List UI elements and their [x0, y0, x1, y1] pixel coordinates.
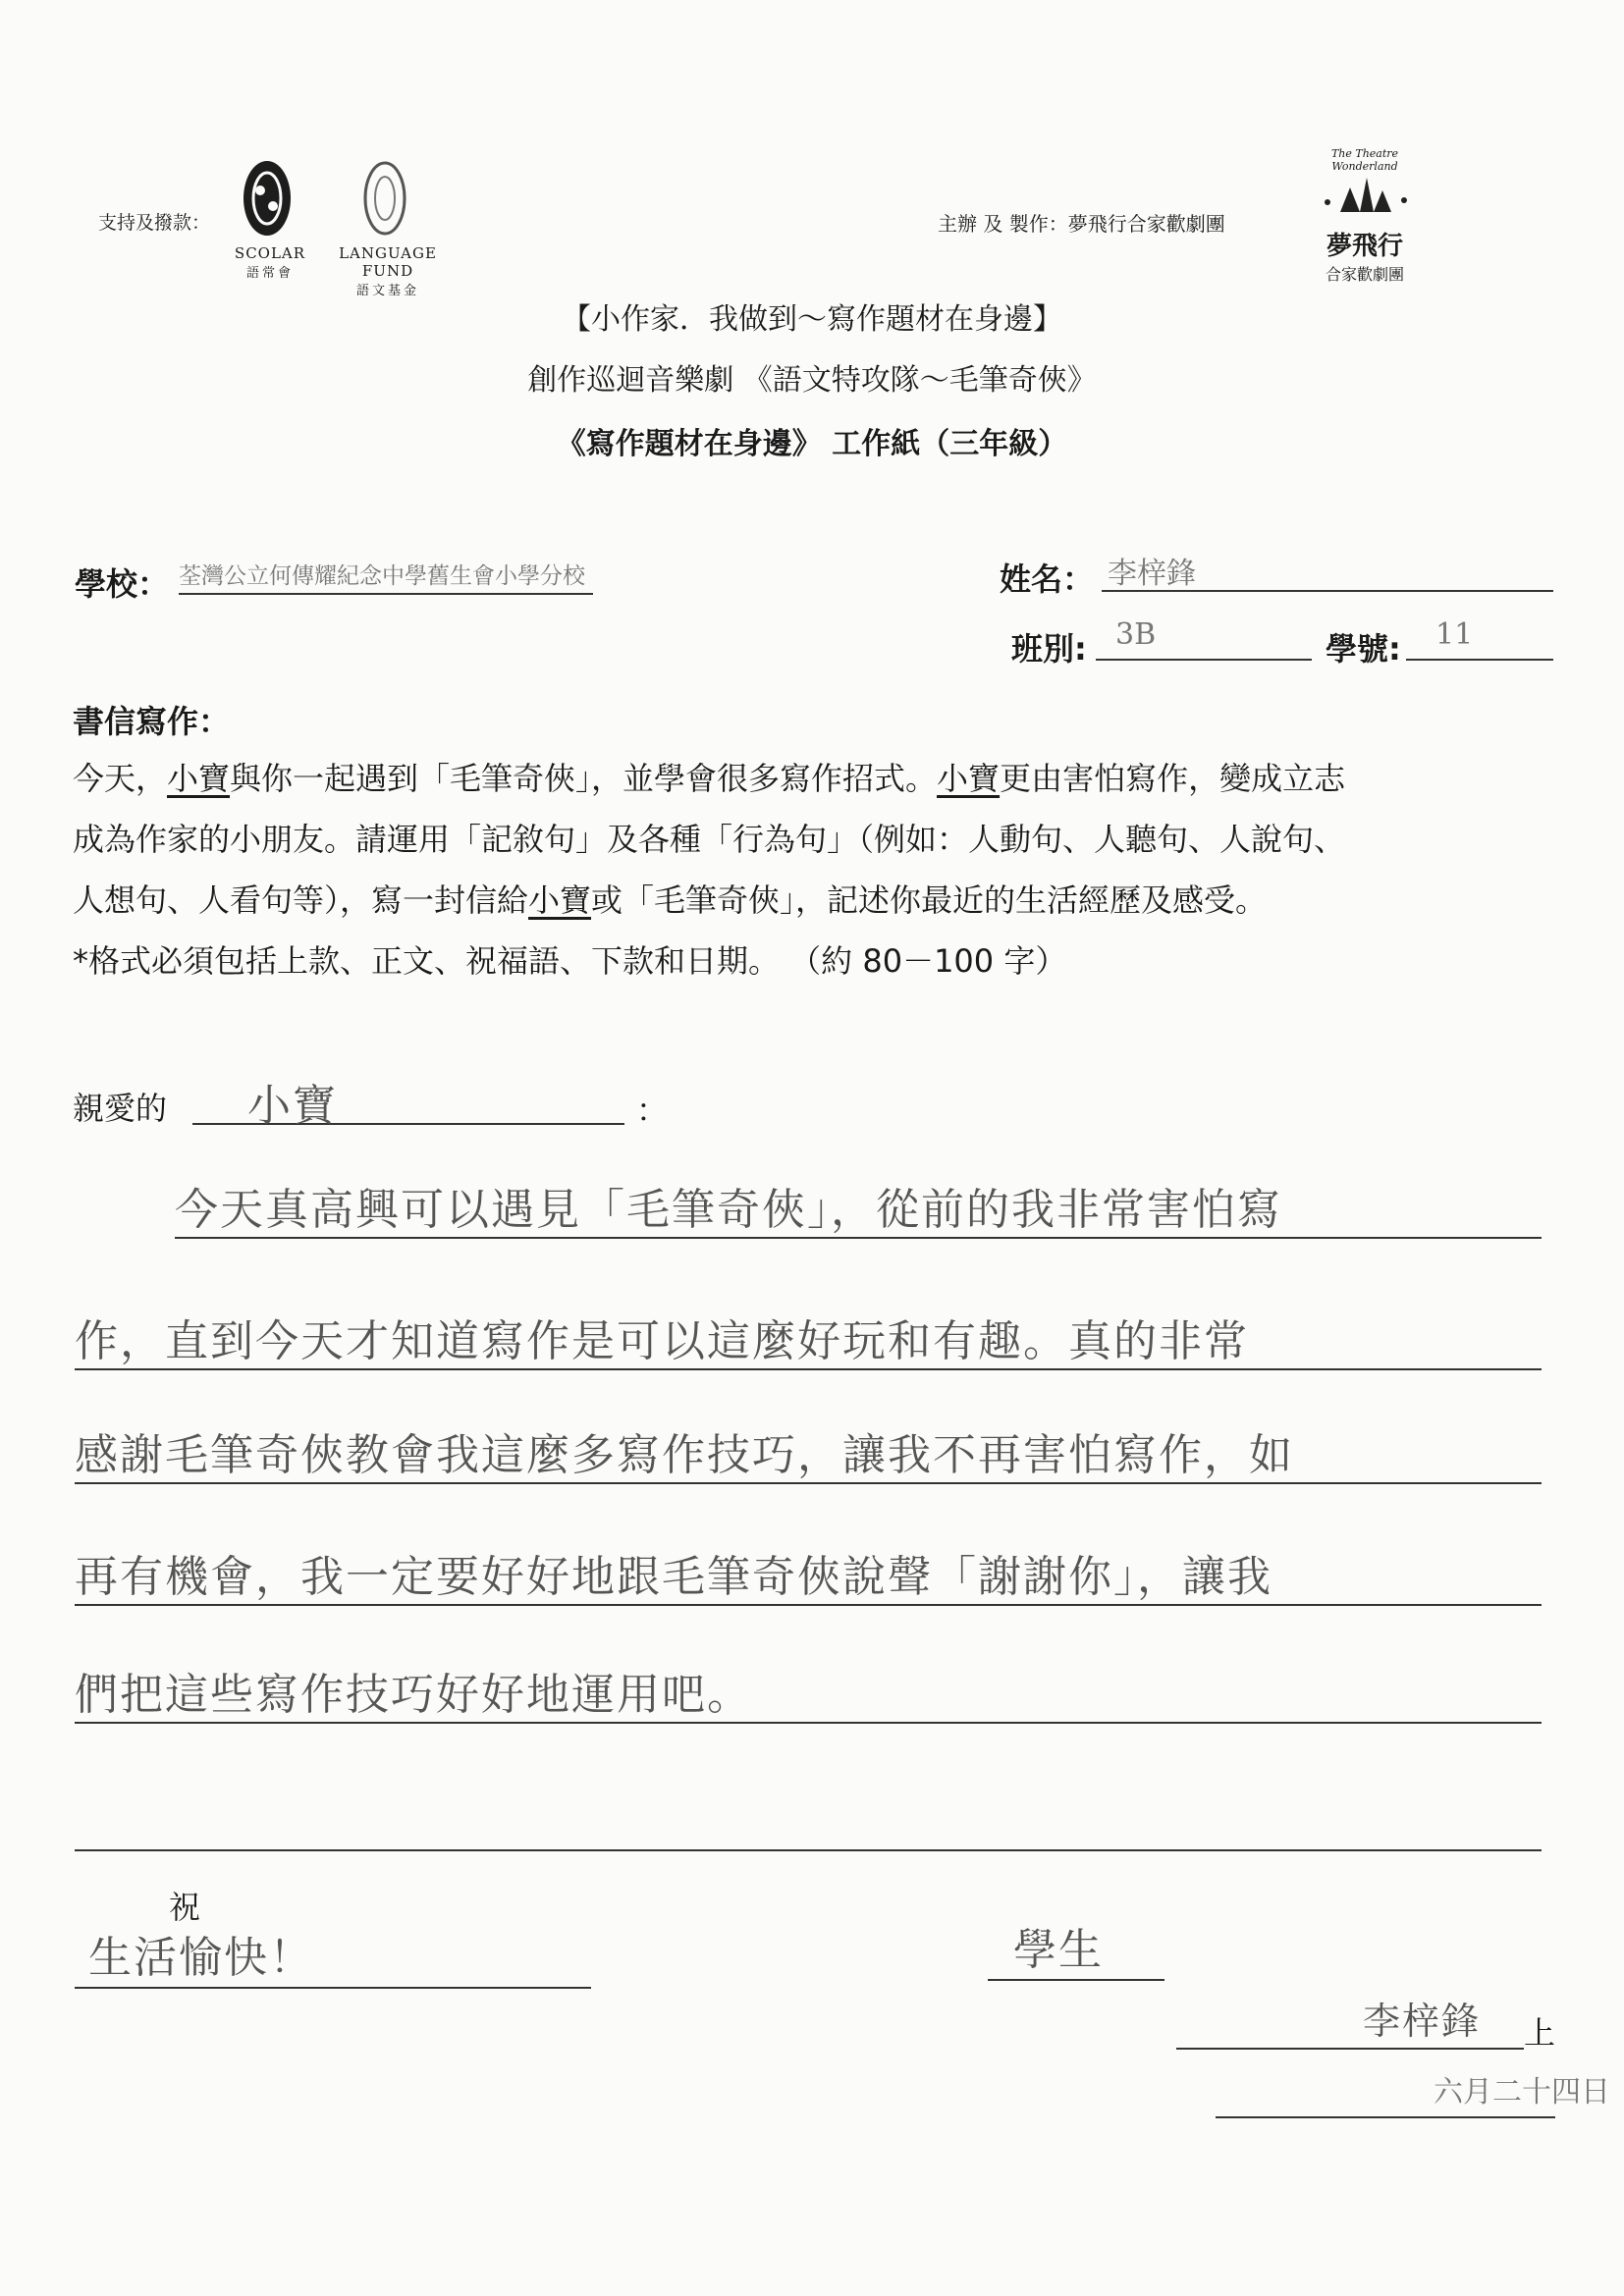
language-fund-seal-icon: [324, 157, 461, 240]
title-line-2: 創作巡迴音樂劇 《語文特攻隊～毛筆奇俠》: [527, 363, 1097, 398]
signer-value: 李梓鋒: [1363, 2000, 1482, 2043]
language-fund-en: LANGUAGE FUND: [339, 244, 437, 280]
number-value: 11: [1435, 617, 1474, 652]
letter-line-5[interactable]: [75, 1659, 1542, 1724]
letter-line-5-text: 們把這些寫作技巧好好地運用吧。: [75, 1670, 752, 1720]
letter-line-2-text: 作，直到今天才知道寫作是可以這麼好玩和有趣。真的非常: [75, 1316, 1249, 1366]
organizer-credit: 主辦 及 製作：夢飛行合家歡劇團: [938, 212, 1225, 236]
instructions-line-4: *格式必須包括上款、正文、祝福語、下款和日期。 （約 80－100 字）: [73, 942, 1067, 980]
letter-line-6[interactable]: [75, 1787, 1542, 1851]
letter-line-3[interactable]: [75, 1419, 1542, 1484]
instructions-line-2: 成為作家的小朋友。請運用「記敘句」及各種「行為句」（例如：人動句、人聽句、人說句、: [73, 821, 1346, 858]
name-label: 姓名：: [1000, 561, 1095, 598]
troupe-en: The Theatre Wonderland: [1330, 147, 1399, 173]
language-fund-logo: [324, 157, 461, 298]
class-field[interactable]: [1096, 614, 1312, 661]
salutation-label: 親愛的: [73, 1090, 168, 1127]
salutation-field[interactable]: [192, 1070, 624, 1131]
letter-writing-heading: 書信寫作：: [73, 703, 231, 740]
number-label: 學號:: [1326, 630, 1401, 667]
blessing-value: 生活愉快！: [88, 1933, 314, 1983]
name-field[interactable]: [1102, 545, 1553, 592]
date-value: 六月二十四日: [1434, 2075, 1610, 2109]
troupe-logo: [1306, 147, 1424, 284]
signer-field[interactable]: [1176, 1991, 1524, 2050]
troupe-zh-2: 合家歡劇團: [1325, 265, 1404, 284]
castle-icon: [1306, 173, 1424, 222]
school-field[interactable]: [179, 550, 593, 595]
signer-suffix: 上: [1524, 2014, 1556, 2052]
letter-line-1-text: 今天真高興可以遇見「毛筆奇俠」，從前的我非常害怕寫: [175, 1185, 1282, 1235]
salutation-colon: ：: [636, 1092, 669, 1129]
class-label: 班別:: [1011, 630, 1087, 667]
instructions-line-1: 今天，小寶與你一起遇到「毛筆奇俠」，並學會很多寫作招式。小寶更由害怕寫作，變成立志: [73, 760, 1346, 797]
letter-line-2[interactable]: [75, 1306, 1542, 1370]
instructions-paragraph: [73, 748, 1565, 991]
letter-line-4-text: 再有機會，我一定要好好地跟毛筆奇俠說聲「謝謝你」，讓我: [75, 1552, 1272, 1602]
troupe-zh-1: 夢飛行: [1326, 232, 1403, 261]
signoff-field[interactable]: [988, 1914, 1164, 1981]
name-value: 李梓鋒: [1108, 557, 1196, 591]
date-field[interactable]: [1216, 2067, 1610, 2118]
blessing-label: 祝: [169, 1889, 201, 1926]
number-field[interactable]: [1406, 614, 1553, 661]
instructions-line-3: 人想句、人看句等），寫一封信給小寶或「毛筆奇俠」，記述你最近的生活經歷及感受。: [73, 881, 1268, 919]
letter-line-1[interactable]: [175, 1174, 1542, 1239]
scolar-zh: 語常會: [245, 266, 294, 281]
blessing-field[interactable]: [75, 1922, 591, 1989]
title-line-3: 《寫作題材在身邊》 工作紙（三年級）: [556, 427, 1068, 461]
language-fund-zh: 語文基金: [355, 284, 419, 298]
salutation-value: 小寶: [247, 1081, 338, 1131]
signoff-value: 學生: [1013, 1925, 1104, 1975]
title-line-1: 【小作家．我做到～寫作題材在身邊】: [562, 302, 1062, 337]
letter-line-4[interactable]: [75, 1541, 1542, 1606]
school-value: 荃灣公立何傳耀紀念中學舊生會小學分校: [179, 563, 585, 589]
school-label: 學校：: [75, 565, 170, 603]
sponsor-label: 支持及撥款：: [98, 212, 211, 234]
letter-line-3-text: 感謝毛筆奇俠教會我這麼多寫作技巧，讓我不再害怕寫作，如: [75, 1430, 1294, 1480]
class-value: 3B: [1115, 617, 1157, 652]
scolar-en: SCOLAR: [234, 244, 306, 262]
